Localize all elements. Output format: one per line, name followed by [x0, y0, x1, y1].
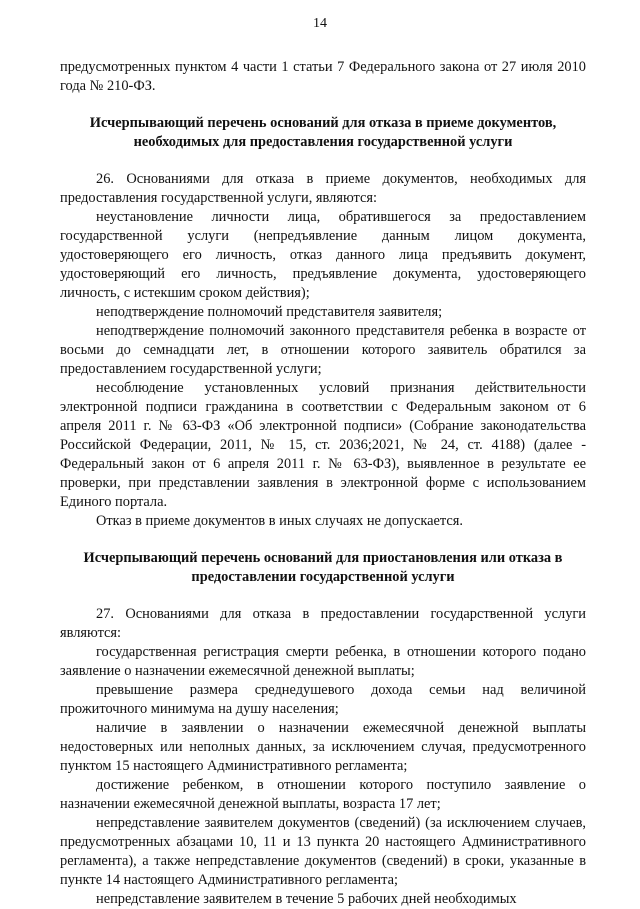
list-item: непредставление заявителем в течение 5 рабочих дней необходимых — [96, 891, 517, 907]
list-item: государственная регистрация смерти ребенка, в отношении которого подано заявление о назначении ежемесячной денежной выплаты; — [60, 644, 586, 679]
list-item: неустановление личности лица, обратившегося за предоставлением государственной услуги (непредъявление данным лицом документа, удостоверяющего его личность, отказ данного лица предъявить документ, удостоверяющий его личность, предъявление документа, удостоверяющего личность, с истекшим сроком действия); — [60, 209, 586, 301]
section-heading-refusal-documents: Исчерпывающий перечень оснований для отказа в приеме документов, необходимых для предоставления государственной услуги — [89, 115, 557, 150]
paragraph: Отказ в приеме документов в иных случаях не допускается. — [96, 513, 463, 529]
list-item: наличие в заявлении о назначении ежемесячной денежной выплаты недостоверных или неполных данных, за исключением случая, предусмотренного пунктом 15 настоящего Административного регламента; — [60, 720, 586, 774]
intro-paragraph: предусмотренных пунктом 4 части 1 статьи 7 Федерального закона от 27 июля 2010 года № 210-ФЗ. — [60, 59, 586, 94]
document-body — [60, 58, 586, 909]
list-item: несоблюдение установленных условий признания действительности электронной подписи гражданина в соответствии с Федеральным законом от 6 апреля 2011 г. № 63-ФЗ «Об электронной подписи» (Собрание законодательства Российской Федерации, 2011, № 15, ст. 2036;2021, № 24, ст. 4188) (далее - Федеральный закон от 6 апреля 2011 г. № 63-ФЗ), выявленное в результате ее проверки, при представлении заявления в электронной форме с использованием Единого портала. — [60, 380, 586, 510]
paragraph: 26. Основаниями для отказа в приеме документов, необходимых для предоставления государственной услуги, являются: — [60, 171, 586, 206]
list-item: неподтверждение полномочий представителя заявителя; — [96, 304, 443, 320]
paragraph: 27. Основаниями для отказа в предоставлении государственной услуги являются: — [60, 606, 586, 641]
list-item: неподтверждение полномочий законного представителя ребенка в возрасте от восьми до семнадцати лет, в отношении которого заявитель обратился за предоставлением государственной услуги; — [60, 323, 586, 377]
list-item: непредставление заявителем документов (сведений) (за исключением случаев, предусмотренных абзацами 10, 11 и 13 пункта 20 настоящего Административного регламента), а также непредставление документов (сведений) в сроки, указанные в пункте 14 настоящего Административного регламента; — [60, 815, 586, 888]
list-item: достижение ребенком, в отношении которого поступило заявление о назначении ежемесячной денежной выплаты, возраста 17 лет; — [60, 777, 586, 812]
list-item: превышение размера среднедушевого дохода семьи над величиной прожиточного минимума на душу населения; — [60, 682, 586, 717]
section-heading-refusal-service: Исчерпывающий перечень оснований для приостановления или отказа в предоставлении государственной услуги — [83, 550, 563, 585]
page-number: 14 — [313, 16, 327, 31]
